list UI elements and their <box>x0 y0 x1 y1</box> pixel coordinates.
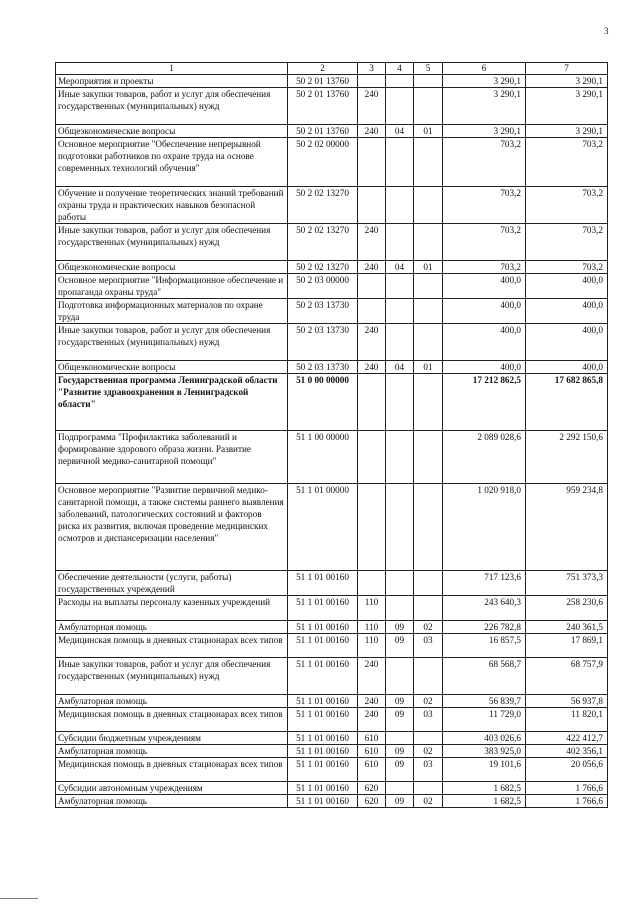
row-col4-cell <box>386 88 414 125</box>
row-value7-cell: 2 292 150,6 <box>526 431 608 484</box>
table-row <box>56 224 608 261</box>
row-col3-cell <box>358 75 386 88</box>
row-col5-cell <box>414 88 443 125</box>
row-value7-cell: 703,2 <box>526 224 608 261</box>
header-cell: 6 <box>443 63 526 75</box>
row-col3-cell: 110 <box>358 621 386 634</box>
table-row <box>56 571 608 596</box>
row-value6-cell: 703,2 <box>443 224 526 261</box>
row-code-cell: 50 2 02 13270 <box>288 224 358 261</box>
table-row <box>56 695 608 708</box>
row-col4-cell: 09 <box>386 634 414 658</box>
row-value6-cell: 243 640,3 <box>443 596 526 621</box>
row-col3-cell: 240 <box>358 125 386 138</box>
row-col5-cell: 01 <box>414 125 443 138</box>
row-col3-cell: 240 <box>358 361 386 374</box>
table-row <box>56 758 608 782</box>
row-col3-cell <box>358 299 386 324</box>
header-cell: 5 <box>414 63 443 75</box>
row-col5-cell <box>414 431 443 484</box>
table-row <box>56 324 608 361</box>
row-col4-cell: 09 <box>386 795 414 808</box>
row-value7-cell: 703,2 <box>526 261 608 274</box>
row-code-cell: 51 1 01 00160 <box>288 634 358 658</box>
row-name-cell: Амбулаторная помощь <box>56 695 288 708</box>
row-col5-cell: 03 <box>414 708 443 732</box>
row-value7-cell: 1 766,6 <box>526 795 608 808</box>
table-row <box>56 75 608 88</box>
row-code-cell: 50 2 01 13760 <box>288 75 358 88</box>
row-value6-cell: 17 212 862,5 <box>443 374 526 431</box>
row-col5-cell <box>414 224 443 261</box>
row-col3-cell: 240 <box>358 708 386 732</box>
row-col4-cell <box>386 374 414 431</box>
row-value6-cell: 1 682,5 <box>443 795 526 808</box>
row-name-cell: Основное мероприятие "Обеспечение непрерывной подготовки работников по охране труда на основе современных технологий обучения" <box>56 138 288 187</box>
row-value6-cell: 16 857,5 <box>443 634 526 658</box>
row-col3-cell: 240 <box>358 695 386 708</box>
row-code-cell: 51 1 01 00160 <box>288 782 358 795</box>
row-col5-cell: 01 <box>414 261 443 274</box>
row-col4-cell: 09 <box>386 695 414 708</box>
row-col3-cell <box>358 138 386 187</box>
row-value6-cell: 1 020 918,0 <box>443 484 526 571</box>
table-row <box>56 138 608 187</box>
row-col4-cell <box>386 596 414 621</box>
row-col5-cell <box>414 658 443 695</box>
row-col3-cell: 110 <box>358 634 386 658</box>
table-row <box>56 88 608 125</box>
row-col5-cell <box>414 732 443 745</box>
row-col4-cell: 09 <box>386 708 414 732</box>
row-col3-cell: 240 <box>358 324 386 361</box>
row-code-cell: 50 2 02 00000 <box>288 138 358 187</box>
row-code-cell: 50 2 02 13270 <box>288 187 358 224</box>
table-row <box>56 732 608 745</box>
row-name-cell: Государственная программа Ленинградской области "Развитие здравоохранения в Ленинградской области" <box>56 374 288 431</box>
row-col3-cell: 240 <box>358 261 386 274</box>
row-value7-cell: 20 056,6 <box>526 758 608 782</box>
row-col4-cell <box>386 571 414 596</box>
row-col5-cell <box>414 324 443 361</box>
row-col3-cell: 610 <box>358 745 386 758</box>
table-row <box>56 431 608 484</box>
row-col5-cell: 02 <box>414 745 443 758</box>
row-code-cell: 51 1 01 00160 <box>288 795 358 808</box>
row-value7-cell: 703,2 <box>526 138 608 187</box>
row-value7-cell: 959 234,8 <box>526 484 608 571</box>
row-col5-cell: 03 <box>414 634 443 658</box>
row-value6-cell: 68 568,7 <box>443 658 526 695</box>
table-row <box>56 708 608 732</box>
row-code-cell: 51 1 01 00160 <box>288 745 358 758</box>
row-col5-cell <box>414 299 443 324</box>
row-col5-cell <box>414 187 443 224</box>
row-name-cell: Общеэкономические вопросы <box>56 361 288 374</box>
row-value7-cell: 402 356,1 <box>526 745 608 758</box>
row-name-cell: Подготовка информационных материалов по охране труда <box>56 299 288 324</box>
row-value6-cell: 3 290,1 <box>443 125 526 138</box>
row-value6-cell: 2 089 028,6 <box>443 431 526 484</box>
row-name-cell: Амбулаторная помощь <box>56 745 288 758</box>
row-value6-cell: 226 782,8 <box>443 621 526 634</box>
table-row <box>56 361 608 374</box>
row-name-cell: Иные закупки товаров, работ и услуг для обеспечения государственных (муниципальных) нужд <box>56 224 288 261</box>
table-row <box>56 658 608 695</box>
row-col3-cell <box>358 187 386 224</box>
row-col5-cell <box>414 484 443 571</box>
row-value7-cell: 3 290,1 <box>526 125 608 138</box>
row-code-cell: 51 1 01 00160 <box>288 658 358 695</box>
row-name-cell: Основное мероприятие "Информационное обеспечение и пропаганда охраны труда" <box>56 274 288 299</box>
row-value6-cell: 703,2 <box>443 187 526 224</box>
row-col5-cell <box>414 138 443 187</box>
row-col5-cell: 02 <box>414 795 443 808</box>
row-name-cell: Медицинская помощь в дневных стационарах всех типов <box>56 634 288 658</box>
row-code-cell: 51 1 01 00160 <box>288 758 358 782</box>
row-name-cell: Субсидии бюджетным учреждениям <box>56 732 288 745</box>
row-value7-cell: 3 290,1 <box>526 75 608 88</box>
table-row <box>56 634 608 658</box>
row-col3-cell <box>358 374 386 431</box>
row-value7-cell: 56 937,8 <box>526 695 608 708</box>
row-col4-cell: 09 <box>386 621 414 634</box>
row-col4-cell <box>386 299 414 324</box>
row-col5-cell <box>414 374 443 431</box>
row-value7-cell: 400,0 <box>526 274 608 299</box>
row-value6-cell: 1 682,5 <box>443 782 526 795</box>
row-value6-cell: 717 123,6 <box>443 571 526 596</box>
row-code-cell: 50 2 03 13730 <box>288 324 358 361</box>
row-name-cell: Иные закупки товаров, работ и услуг для обеспечения государственных (муниципальных) нужд <box>56 88 288 125</box>
header-cell: 2 <box>288 63 358 75</box>
table-row <box>56 484 608 571</box>
row-value7-cell: 11 820,1 <box>526 708 608 732</box>
row-value6-cell: 3 290,1 <box>443 88 526 125</box>
row-col4-cell: 04 <box>386 125 414 138</box>
row-col5-cell <box>414 596 443 621</box>
row-col4-cell <box>386 324 414 361</box>
row-col4-cell <box>386 224 414 261</box>
row-col3-cell <box>358 571 386 596</box>
table-row <box>56 782 608 795</box>
row-col3-cell: 610 <box>358 732 386 745</box>
row-value6-cell: 400,0 <box>443 274 526 299</box>
row-col3-cell <box>358 431 386 484</box>
row-value7-cell: 240 361,5 <box>526 621 608 634</box>
row-col5-cell <box>414 274 443 299</box>
row-name-cell: Обучение и получение теоретических знаний требований охраны труда и практических навыков безопасной работы <box>56 187 288 224</box>
row-name-cell: Иные закупки товаров, работ и услуг для обеспечения государственных (муниципальных) нужд <box>56 658 288 695</box>
row-value7-cell: 422 412,7 <box>526 732 608 745</box>
row-name-cell: Обеспечение деятельности (услуги, работы) государственных учреждений <box>56 571 288 596</box>
row-name-cell: Амбулаторная помощь <box>56 795 288 808</box>
table-header-row <box>56 63 608 75</box>
row-value7-cell: 1 766,6 <box>526 782 608 795</box>
table-row <box>56 621 608 634</box>
row-code-cell: 51 1 01 00160 <box>288 695 358 708</box>
row-col4-cell <box>386 138 414 187</box>
page-edge-line <box>0 898 38 899</box>
row-code-cell: 51 1 01 00160 <box>288 596 358 621</box>
row-col3-cell: 110 <box>358 596 386 621</box>
page-number: 3 <box>604 26 609 36</box>
row-value7-cell: 3 290,1 <box>526 88 608 125</box>
row-value7-cell: 17 682 865,8 <box>526 374 608 431</box>
table-row <box>56 795 608 808</box>
row-code-cell: 51 1 01 00160 <box>288 621 358 634</box>
row-name-cell: Общеэкономические вопросы <box>56 261 288 274</box>
header-cell: 4 <box>386 63 414 75</box>
row-code-cell: 51 1 01 00000 <box>288 484 358 571</box>
row-value6-cell: 11 729,0 <box>443 708 526 732</box>
row-col5-cell: 02 <box>414 695 443 708</box>
row-col5-cell: 01 <box>414 361 443 374</box>
row-col3-cell: 240 <box>358 658 386 695</box>
row-code-cell: 51 1 00 00000 <box>288 431 358 484</box>
table-row <box>56 596 608 621</box>
row-value6-cell: 19 101,6 <box>443 758 526 782</box>
row-col4-cell: 04 <box>386 361 414 374</box>
row-value7-cell: 703,2 <box>526 187 608 224</box>
row-col4-cell: 04 <box>386 261 414 274</box>
row-value7-cell: 400,0 <box>526 324 608 361</box>
row-code-cell: 50 2 02 13270 <box>288 261 358 274</box>
row-value6-cell: 703,2 <box>443 138 526 187</box>
row-value7-cell: 751 373,3 <box>526 571 608 596</box>
row-col3-cell <box>358 484 386 571</box>
row-value7-cell: 400,0 <box>526 299 608 324</box>
row-value6-cell: 383 925,0 <box>443 745 526 758</box>
row-col5-cell: 02 <box>414 621 443 634</box>
row-col4-cell <box>386 187 414 224</box>
row-col3-cell <box>358 274 386 299</box>
row-col4-cell <box>386 782 414 795</box>
row-col4-cell <box>386 732 414 745</box>
row-code-cell: 51 1 01 00160 <box>288 732 358 745</box>
row-col4-cell: 09 <box>386 745 414 758</box>
row-name-cell: Мероприятия и проекты <box>56 75 288 88</box>
table-row <box>56 274 608 299</box>
row-col5-cell <box>414 571 443 596</box>
table-row <box>56 299 608 324</box>
row-code-cell: 51 1 01 00160 <box>288 708 358 732</box>
row-value6-cell: 400,0 <box>443 299 526 324</box>
row-name-cell: Общеэкономические вопросы <box>56 125 288 138</box>
header-cell: 1 <box>56 63 288 75</box>
row-value7-cell: 68 757,9 <box>526 658 608 695</box>
row-value6-cell: 403 026,6 <box>443 732 526 745</box>
row-name-cell: Амбулаторная помощь <box>56 621 288 634</box>
table-row <box>56 125 608 138</box>
row-value6-cell: 3 290,1 <box>443 75 526 88</box>
row-name-cell: Медицинская помощь в дневных стационарах всех типов <box>56 708 288 732</box>
row-code-cell: 50 2 03 00000 <box>288 274 358 299</box>
row-value6-cell: 703,2 <box>443 261 526 274</box>
row-col3-cell: 620 <box>358 782 386 795</box>
row-col4-cell <box>386 274 414 299</box>
row-col5-cell <box>414 782 443 795</box>
row-col3-cell: 240 <box>358 224 386 261</box>
row-name-cell: Подпрограмма "Профилактика заболеваний и формирование здорового образа жизни. Развитие первичной медико-санитарной помощи" <box>56 431 288 484</box>
row-col4-cell <box>386 484 414 571</box>
row-value6-cell: 56 839,7 <box>443 695 526 708</box>
row-col3-cell: 240 <box>358 88 386 125</box>
row-code-cell: 50 2 01 13760 <box>288 88 358 125</box>
row-col4-cell <box>386 431 414 484</box>
row-code-cell: 51 1 01 00160 <box>288 571 358 596</box>
row-name-cell: Иные закупки товаров, работ и услуг для обеспечения государственных (муниципальных) нужд <box>56 324 288 361</box>
row-name-cell: Основное мероприятие "Развитие первичной медико-санитарной помощи, а также системы раннего выявления заболеваний, патологических состояний и факторов риска их развития, включая проведение медицинских осмотров и диспансеризации населения" <box>56 484 288 571</box>
row-col4-cell <box>386 75 414 88</box>
header-cell: 7 <box>526 63 608 75</box>
row-value7-cell: 258 230,6 <box>526 596 608 621</box>
row-code-cell: 50 2 03 13730 <box>288 361 358 374</box>
row-name-cell: Медицинская помощь в дневных стационарах всех типов <box>56 758 288 782</box>
header-cell: 3 <box>358 63 386 75</box>
table-row <box>56 261 608 274</box>
row-col5-cell <box>414 75 443 88</box>
row-col4-cell <box>386 658 414 695</box>
row-name-cell: Расходы на выплаты персоналу казенных учреждений <box>56 596 288 621</box>
row-code-cell: 50 2 03 13730 <box>288 299 358 324</box>
table-row <box>56 187 608 224</box>
row-value6-cell: 400,0 <box>443 324 526 361</box>
row-col5-cell: 03 <box>414 758 443 782</box>
row-name-cell: Субсидии автономным учреждениям <box>56 782 288 795</box>
row-col4-cell: 09 <box>386 758 414 782</box>
row-code-cell: 50 2 01 13760 <box>288 125 358 138</box>
row-value6-cell: 400,0 <box>443 361 526 374</box>
row-value7-cell: 17 869,1 <box>526 634 608 658</box>
row-col3-cell: 620 <box>358 795 386 808</box>
row-col3-cell: 610 <box>358 758 386 782</box>
table-row <box>56 374 608 431</box>
row-code-cell: 51 0 00 00000 <box>288 374 358 431</box>
table-row <box>56 745 608 758</box>
budget-table <box>55 62 608 808</box>
row-value7-cell: 400,0 <box>526 361 608 374</box>
